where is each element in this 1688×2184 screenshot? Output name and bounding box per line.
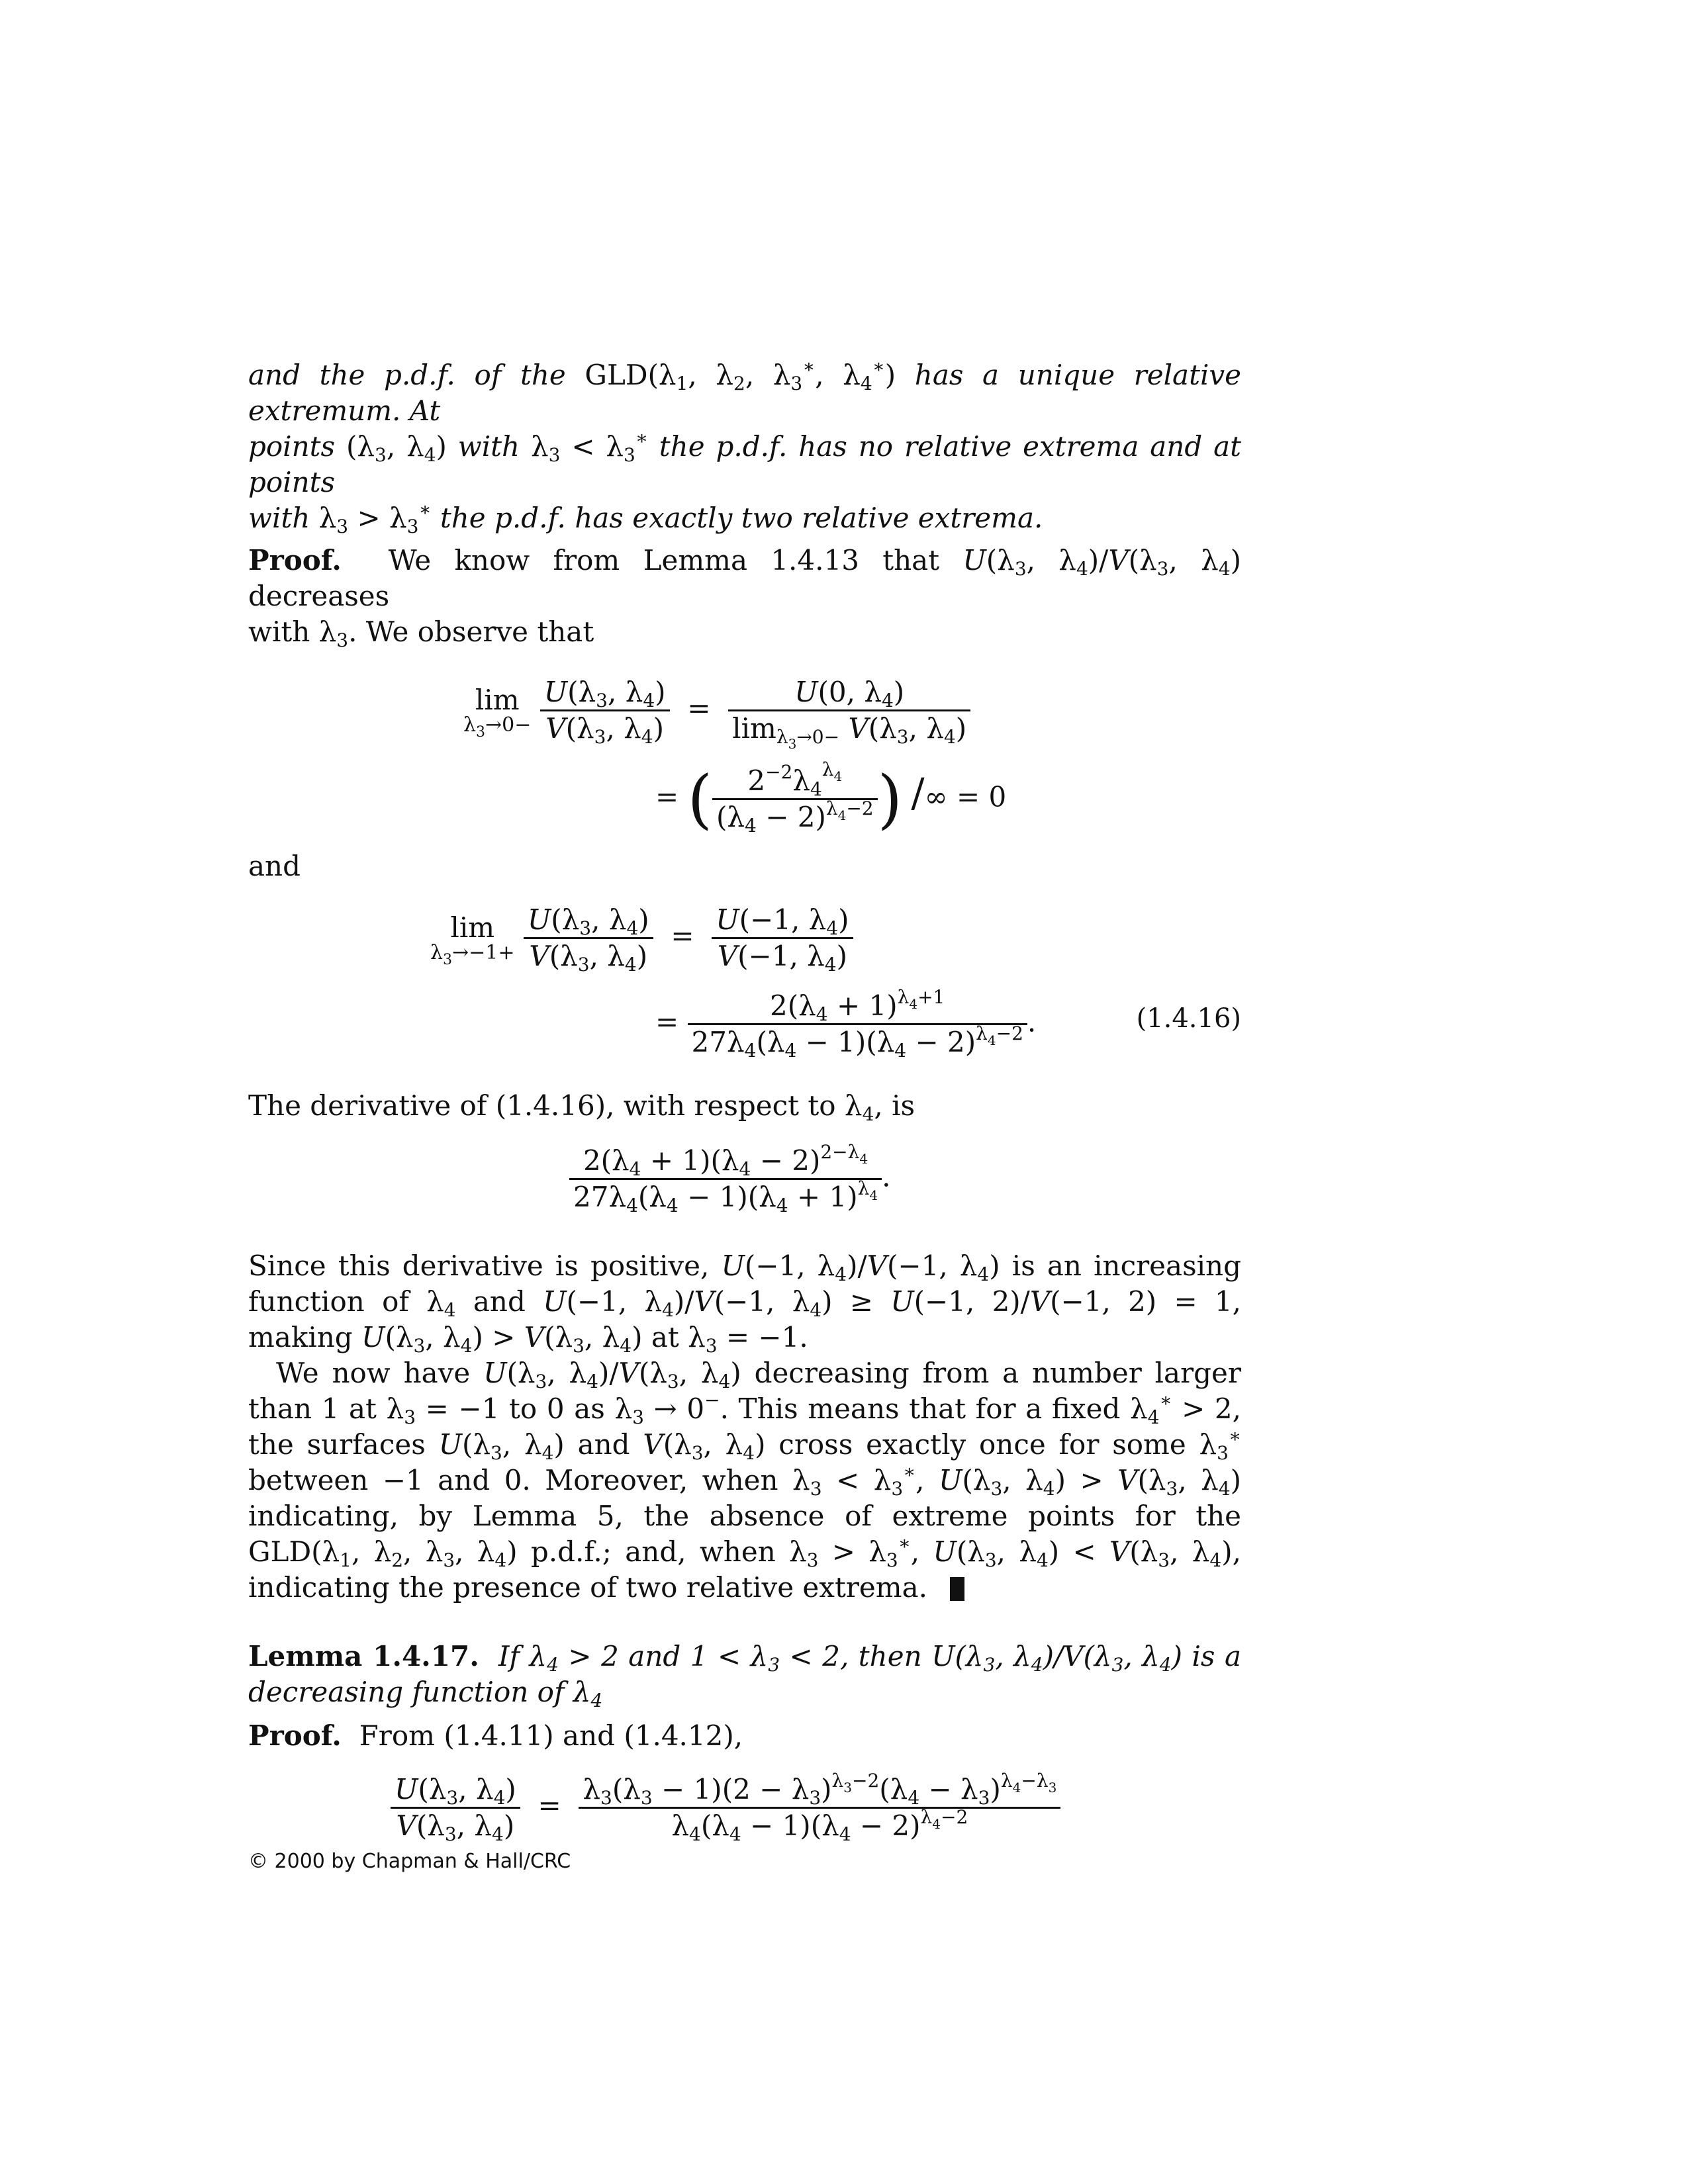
qed-square — [950, 1577, 964, 1601]
theorem-line-2: points ($\lambda_3$, $\lambda_4$) with $\lambda_3 < \lambda_3^∗$ the p.d.f. has no relative extrema and at points — [248, 427, 1242, 498]
derivative-intro: The derivative of (1.4.16), with respect to $\lambda_4$, is — [248, 1089, 915, 1125]
equation-ratio: $\frac{U(\lambda_3, \lambda_4)}{V(\lambda_3, \lambda_4)}$ = $\frac{\lambda_3(\lambda_3 - 1)(2 - \lambda_3)^{\lambda_3-2}(\lambda_4 - \lambda_3)^{\lambda_4-\lambda_3}}{\lambda_4(\lambda_4 - 1)(\lambda_4 - 2)^{\lambda_4-2}}$ — [248, 1754, 1241, 1846]
copyright-footer: © 2000 by Chapman & Hall/CRC — [248, 1850, 571, 1873]
theorem-line-1: and the p.d.f. of the $GLD(\lambda_1$, $\lambda_2$, $\lambda_3^∗$, $\lambda_4^∗$) has a unique relative extremum. At — [248, 355, 1241, 427]
lemma-1-4-17: Lemma 1.4.17. If $\lambda_4 > 2$ and $1 < \lambda_3 < 2$, then $U(\lambda_3$, $\lambda_4)/V(\lambda_3$, $\lambda_4$) is a decreasing function of $\lambda_4$ — [248, 1640, 1241, 1711]
paragraph-now: We now have $U(\lambda_3$, $\lambda_4)/V(\lambda_3$, $\lambda_4$) decreasing from a number larger than 1 at $\lambda_3 = -1$ to 0 as $\lambda_3 \to 0^-$. This means that for a fixed $\lambda_4^∗ > 2$, the surfaces $U(\lambda_3$, $\lambda_4$) and $V(\lambda_3$, $\lambda_4$) cross exactly once for some $\lambda_3^∗$ between −1 and 0. Moreover, when $\lambda_3 < \lambda_3^∗$, $U(\lambda_3$, $\lambda_4) > V(\lambda_3$, $\lambda_4$) indicating, by Lemma 5, the absence of extreme points for the $GLD(\lambda_1$, $\lambda_2$, $\lambda_3$, $\lambda_4$) p.d.f.; and, when $\lambda_3 > \lambda_3^∗$, $U(\lambda_3$, $\lambda_4) < V(\lambda_3$, $\lambda_4$), indicating the presence of two relative extrema. — [248, 1357, 1242, 1604]
theorem-line-3: with $\lambda_3 > \lambda_3^∗$ the p.d.f. has exactly two relative extrema. — [248, 498, 1043, 537]
proof2-text: From (1.4.11) and (1.4.12), — [359, 1719, 743, 1752]
equation-limit-zero: lim $\lambda_3\to 0-$ $\frac{U(\lambda_3, \lambda_4)}{V(\lambda_3, \lambda_4)}$ = $\frac{U(0, \lambda_4)}{\lim_{\lambda_3\to 0-} V(\lambda_3, \lambda_4)}$ = ( $\frac{2^{-2}\lambda_4^{\lambda_4}}{(\lambda_4 - 2)^{\lambda_4-2}}$ ) /∞ = 0 — [463, 676, 1007, 837]
equation-number: (1.4.16) — [1136, 1003, 1241, 1034]
proof-label-2: Proof. — [248, 1719, 342, 1752]
and-connector: and — [248, 850, 301, 882]
proof-paragraph-2 — [248, 1718, 1241, 1754]
equation-limit-minus-one: lim $\lambda_3\to-1+$ $\frac{U(\lambda_3, \lambda_4)}{V(\lambda_3, \lambda_4)}$ = $\frac{U(-1, \lambda_4)}{V(-1, \lambda_4)}$ = $\frac{2(\lambda_4 + 1)^{\lambda_4+1}}{27\lambda_4(\lambda_4 - 1)(\lambda_4 - 2)^{\lambda_4-2}}$ . (1.4.16) — [430, 903, 1241, 1062]
lemma-label: Lemma 1.4.17. — [248, 1640, 479, 1672]
proof-paragraph-1: Proof. We know from Lemma 1.4.13 that $U(\lambda_3$, $\lambda_4)/V(\lambda_3$, $\lambda_4$) decreases with $\lambda_3$. We observe that — [248, 544, 1242, 651]
equation-derivative: $\frac{2(\lambda_4 + 1)(\lambda_4 - 2)^{2-\lambda_4}}{27\lambda_4(\lambda_4 - 1)(\lambda_4 + 1)^{\lambda_4}}$ . — [248, 1124, 1241, 1243]
page-body — [248, 357, 1241, 1846]
paragraph-since: Since this derivative is positive, U(−1, $\lambda_4)/V(-1$, $\lambda_4$) is an increasing function of $\lambda_4$ and U(−1, $\lambda_4)/V(-1$, $\lambda_4) \ge U(-1$, 2)/V(−1, 2) = 1, making $U(\lambda_3$, $\lambda_4) > V(\lambda_3$, $\lambda_4$) at $\lambda_3 = -1$. — [248, 1250, 1241, 1357]
theorem-tail — [248, 357, 1241, 536]
proof-label: Proof. — [248, 544, 342, 576]
